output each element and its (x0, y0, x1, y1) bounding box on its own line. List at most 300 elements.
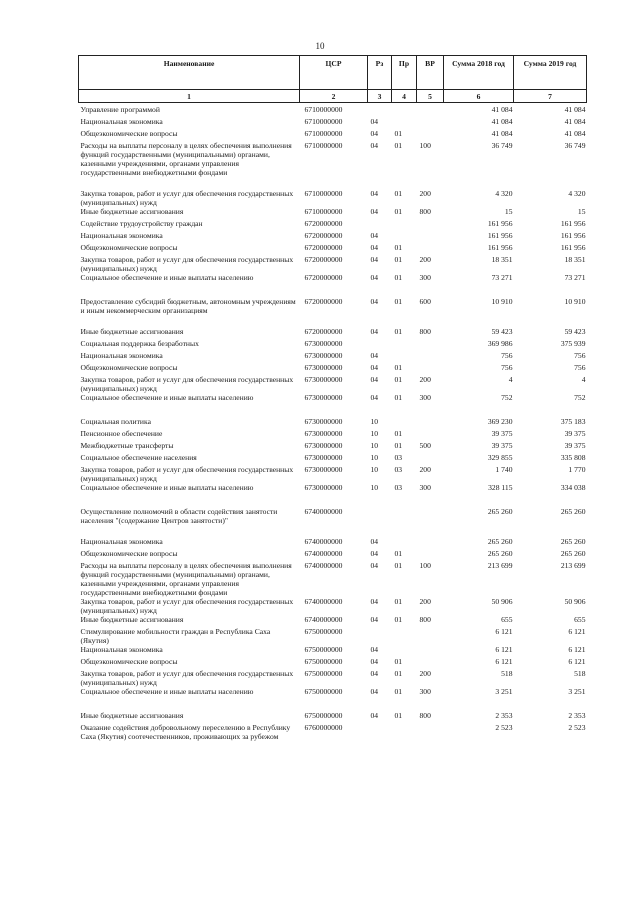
row-csr: 6730000000 (304, 363, 343, 372)
row-name: Иные бюджетные ассигнования (80, 327, 184, 336)
row-sum-2019: 6 121 (568, 627, 586, 636)
row-vr (417, 417, 444, 429)
row-sum-2018: 36 749 (491, 141, 513, 150)
table-row (79, 103, 587, 118)
row-csr: 6720000000 (304, 327, 343, 336)
table-row (79, 141, 587, 189)
row-pr: 01 (394, 273, 403, 282)
row-sum-2018: 41 084 (491, 117, 513, 126)
row-pr: 01 (394, 669, 403, 678)
row-rz: 04 (370, 669, 379, 678)
header-pr: Пр (392, 56, 417, 90)
row-pr: 01 (394, 615, 403, 624)
row-pr: 01 (394, 141, 403, 150)
row-sum-2018: 756 (501, 363, 513, 372)
row-rz: 04 (370, 561, 379, 570)
row-csr: 6740000000 (304, 549, 343, 558)
row-rz: 10 (370, 429, 379, 438)
row-sum-2018: 213 699 (487, 561, 513, 570)
row-sum-2018: 3 251 (495, 687, 513, 696)
row-sum-2019: 36 749 (564, 141, 586, 150)
row-sum-2018: 6 121 (495, 627, 513, 636)
row-rz: 04 (370, 273, 379, 282)
table-row (79, 351, 587, 363)
row-sum-2019: 335 808 (560, 453, 586, 462)
row-name: Иные бюджетные ассигнования (80, 615, 184, 624)
table-row (79, 627, 587, 645)
row-name: Социальная поддержка безработных (80, 339, 199, 348)
row-sum-2019: 265 260 (560, 549, 586, 558)
row-pr: 01 (394, 255, 403, 264)
row-csr: 6750000000 (304, 645, 343, 654)
header-csr: ЦСР (300, 56, 368, 90)
column-index: 2 (300, 90, 368, 103)
row-vr (417, 243, 444, 255)
row-name: Социальная политика (80, 417, 151, 426)
table-row (79, 465, 587, 483)
row-pr: 01 (394, 393, 403, 402)
row-sum-2019: 161 956 (560, 243, 586, 252)
row-name: Иные бюджетные ассигнования (80, 207, 184, 216)
row-sum-2019: 756 (574, 363, 586, 372)
row-pr (392, 339, 417, 351)
row-pr: 01 (394, 243, 403, 252)
row-sum-2018: 329 855 (487, 453, 513, 462)
table-row (79, 597, 587, 615)
row-sum-2019: 39 375 (564, 429, 586, 438)
row-sum-2019: 265 260 (560, 507, 586, 516)
row-rz: 04 (370, 129, 379, 138)
column-index: 6 (444, 90, 514, 103)
table-row (79, 243, 587, 255)
column-index: 4 (392, 90, 417, 103)
row-rz: 04 (370, 327, 379, 336)
row-rz: 10 (370, 453, 379, 462)
row-csr: 6710000000 (304, 141, 343, 150)
row-rz: 04 (370, 243, 379, 252)
row-vr (417, 363, 444, 375)
table-row (79, 429, 587, 441)
row-sum-2019: 10 910 (564, 297, 586, 306)
row-sum-2018: 39 375 (491, 441, 513, 450)
table-row (79, 537, 587, 549)
row-csr: 6710000000 (304, 105, 343, 114)
table-row (79, 117, 587, 129)
row-vr: 800 (419, 615, 431, 624)
row-rz (368, 103, 392, 118)
row-sum-2019: 15 (577, 207, 586, 216)
row-csr: 6750000000 (304, 687, 343, 696)
row-rz: 04 (370, 615, 379, 624)
row-rz: 04 (370, 351, 379, 360)
row-sum-2019: 3 251 (568, 687, 586, 696)
row-vr (417, 507, 444, 537)
row-name: Социальное обеспечение и иные выплаты населению (80, 393, 254, 402)
row-pr (392, 351, 417, 363)
row-pr (392, 627, 417, 645)
row-sum-2018: 265 260 (487, 507, 513, 516)
column-index: 7 (514, 90, 587, 103)
row-pr: 01 (394, 297, 403, 306)
row-vr (417, 537, 444, 549)
row-vr (417, 219, 444, 231)
row-sum-2019: 375 183 (560, 417, 586, 426)
row-rz: 04 (370, 141, 379, 150)
row-sum-2019: 6 121 (568, 657, 586, 666)
row-sum-2019: 6 121 (568, 645, 586, 654)
row-vr (417, 129, 444, 141)
row-rz (368, 339, 392, 351)
row-sum-2018: 328 115 (488, 483, 513, 492)
column-index: 1 (79, 90, 300, 103)
table-row (79, 189, 587, 207)
row-pr (392, 417, 417, 429)
row-csr: 6720000000 (304, 297, 343, 306)
row-vr: 200 (419, 669, 431, 678)
row-name: Социальное обеспечение и иные выплаты населению (80, 687, 254, 696)
row-name: Содействие трудоустройству граждан (80, 219, 203, 228)
row-sum-2018: 39 375 (491, 429, 513, 438)
row-sum-2018: 161 956 (487, 231, 513, 240)
row-rz: 10 (370, 441, 379, 450)
row-sum-2018: 518 (501, 669, 513, 678)
table-row (79, 129, 587, 141)
row-sum-2018: 369 230 (487, 417, 513, 426)
table-row (79, 507, 587, 537)
row-sum-2019: 50 906 (564, 597, 586, 606)
row-sum-2019: 161 956 (560, 219, 586, 228)
table-row (79, 669, 587, 687)
row-name: Расходы на выплаты персоналу в целях обеспечения выполнения функций государственными (муниципальными) органами, казенными учреждениями, органами управления государственными внебюджетными фондами (80, 561, 292, 597)
row-sum-2019: 4 (581, 375, 586, 384)
row-sum-2018: 4 320 (495, 189, 513, 198)
row-sum-2019: 655 (574, 615, 586, 624)
row-csr: 6710000000 (304, 189, 343, 198)
row-pr: 01 (394, 561, 403, 570)
row-pr: 01 (394, 711, 403, 720)
row-rz: 04 (370, 375, 379, 384)
row-csr: 6750000000 (304, 669, 343, 678)
row-rz: 04 (370, 657, 379, 666)
row-csr: 6750000000 (304, 711, 343, 720)
row-pr: 01 (394, 189, 403, 198)
row-sum-2019: 265 260 (560, 537, 586, 546)
row-csr: 6710000000 (304, 117, 343, 126)
row-vr (417, 723, 444, 741)
row-vr: 800 (419, 207, 431, 216)
row-pr (392, 231, 417, 243)
row-sum-2019: 1 770 (568, 465, 586, 474)
row-sum-2018: 369 986 (487, 339, 513, 348)
row-sum-2018: 752 (501, 393, 513, 402)
row-vr: 200 (419, 465, 431, 474)
row-sum-2018: 59 423 (491, 327, 513, 336)
row-sum-2018: 41 084 (491, 129, 513, 138)
row-csr: 6730000000 (304, 351, 343, 360)
row-rz: 10 (370, 483, 379, 492)
row-sum-2018: 265 260 (487, 549, 513, 558)
row-csr: 6740000000 (304, 615, 343, 624)
row-sum-2019: 375 939 (560, 339, 586, 348)
table-row (79, 657, 587, 669)
row-rz: 04 (370, 255, 379, 264)
column-index-row (79, 90, 587, 103)
header-vr: ВР (417, 56, 444, 90)
table-row (79, 645, 587, 657)
row-sum-2019: 18 351 (564, 255, 586, 264)
row-vr: 800 (419, 711, 431, 720)
row-vr (417, 549, 444, 561)
row-name: Национальная экономика (80, 645, 163, 654)
row-sum-2018: 73 271 (491, 273, 513, 282)
row-vr: 300 (419, 273, 431, 282)
column-index: 5 (417, 90, 444, 103)
table-row (79, 297, 587, 327)
row-pr: 01 (394, 441, 403, 450)
row-sum-2019: 41 084 (564, 105, 586, 114)
row-pr: 01 (394, 363, 403, 372)
row-sum-2019: 41 084 (564, 117, 586, 126)
row-pr (392, 537, 417, 549)
row-vr: 300 (419, 393, 431, 402)
row-csr: 6710000000 (304, 129, 343, 138)
row-vr: 300 (419, 687, 431, 696)
budget-sheet (78, 55, 586, 741)
row-rz: 04 (370, 189, 379, 198)
row-csr: 6720000000 (304, 255, 343, 264)
column-index: 3 (368, 90, 392, 103)
row-name: Национальная экономика (80, 117, 163, 126)
row-csr: 6730000000 (304, 441, 343, 450)
row-rz: 04 (370, 645, 379, 654)
row-sum-2019: 161 956 (560, 231, 586, 240)
row-name: Оказание содействия добровольному переселению в Республику Саха (Якутия) соотечественников, проживающих за рубежом (80, 723, 291, 741)
row-sum-2018: 50 906 (491, 597, 513, 606)
row-pr: 01 (394, 549, 403, 558)
row-sum-2019: 518 (574, 669, 586, 678)
row-pr: 03 (394, 483, 403, 492)
row-name: Национальная экономика (80, 537, 163, 546)
row-csr: 6730000000 (304, 465, 343, 474)
row-csr: 6730000000 (304, 339, 343, 348)
row-vr (417, 117, 444, 129)
row-vr: 100 (419, 561, 431, 570)
row-sum-2018: 6 121 (495, 657, 513, 666)
budget-table (78, 55, 587, 741)
row-rz: 04 (370, 537, 379, 546)
header-name: Наименование (79, 56, 300, 90)
row-pr: 01 (394, 657, 403, 666)
table-row (79, 441, 587, 453)
row-sum-2018: 2 353 (495, 711, 513, 720)
row-name: Национальная экономика (80, 351, 163, 360)
row-csr: 6720000000 (304, 243, 343, 252)
row-name: Социальное обеспечение населения (80, 453, 197, 462)
row-sum-2019: 752 (574, 393, 586, 402)
row-rz (368, 627, 392, 645)
row-pr (392, 103, 417, 118)
row-csr: 6740000000 (304, 561, 343, 570)
row-name: Закупка товаров, работ и услуг для обеспечения государственных (муниципальных) нужд (80, 597, 294, 615)
row-csr: 6720000000 (304, 231, 343, 240)
row-sum-2018: 4 (508, 375, 513, 384)
row-sum-2018: 41 084 (491, 105, 513, 114)
row-csr: 6720000000 (304, 273, 343, 282)
row-csr: 6730000000 (304, 453, 343, 462)
row-name: Закупка товаров, работ и услуг для обеспечения государственных (муниципальных) нужд (80, 465, 294, 483)
row-pr: 01 (394, 597, 403, 606)
row-sum-2019: 73 271 (564, 273, 586, 282)
row-csr: 6760000000 (304, 723, 343, 732)
row-pr: 01 (394, 327, 403, 336)
row-name: Расходы на выплаты персоналу в целях обеспечения выполнения функций государственными (муниципальными) органами, казенными учреждениями, органами управления государственными внебюджетными фондами (80, 141, 292, 177)
table-row (79, 219, 587, 231)
table-row (79, 393, 587, 417)
row-sum-2018: 1 740 (495, 465, 513, 474)
table-row (79, 375, 587, 393)
row-sum-2018: 2 523 (495, 723, 513, 732)
row-name: Закупка товаров, работ и услуг для обеспечения государственных (муниципальных) нужд (80, 255, 294, 273)
row-sum-2019: 213 699 (560, 561, 586, 570)
row-rz: 04 (370, 207, 379, 216)
row-vr: 100 (419, 141, 431, 150)
row-vr: 800 (419, 327, 431, 336)
row-pr (392, 723, 417, 741)
row-pr: 01 (394, 129, 403, 138)
row-vr (417, 231, 444, 243)
row-name: Общеэкономические вопросы (80, 657, 178, 666)
row-vr: 500 (419, 441, 431, 450)
row-name: Управление программой (80, 105, 160, 114)
row-vr (417, 453, 444, 465)
row-pr (392, 645, 417, 657)
table-row (79, 483, 587, 507)
row-sum-2018: 756 (501, 351, 513, 360)
table-row (79, 723, 587, 741)
table-row (79, 207, 587, 219)
row-rz: 04 (370, 363, 379, 372)
row-name: Пенсионное обеспечение (80, 429, 163, 438)
row-csr: 6740000000 (304, 507, 343, 516)
row-sum-2019: 59 423 (564, 327, 586, 336)
row-csr: 6740000000 (304, 597, 343, 606)
row-name: Стимулирование мобильности граждан в Республика Саха (Якутия) (80, 627, 271, 645)
row-rz: 10 (370, 417, 379, 426)
row-sum-2019: 756 (574, 351, 586, 360)
row-rz: 04 (370, 393, 379, 402)
row-csr: 6720000000 (304, 219, 343, 228)
table-row (79, 255, 587, 273)
row-name: Национальная экономика (80, 231, 163, 240)
row-sum-2018: 6 121 (495, 645, 513, 654)
row-name: Общеэкономические вопросы (80, 129, 178, 138)
row-pr (392, 117, 417, 129)
row-csr: 6730000000 (304, 483, 343, 492)
row-csr: 6750000000 (304, 657, 343, 666)
row-pr: 03 (394, 465, 403, 474)
page-number: 10 (315, 41, 325, 51)
row-sum-2018: 655 (501, 615, 513, 624)
table-row (79, 453, 587, 465)
table-header (79, 56, 587, 103)
row-csr: 6750000000 (304, 627, 343, 636)
table-row (79, 273, 587, 297)
row-vr: 200 (419, 597, 431, 606)
row-csr: 6740000000 (304, 537, 343, 546)
row-vr (417, 339, 444, 351)
row-rz: 04 (370, 549, 379, 558)
row-rz (368, 219, 392, 231)
row-rz (368, 723, 392, 741)
table-row (79, 327, 587, 339)
row-pr: 01 (394, 207, 403, 216)
row-name: Общеэкономические вопросы (80, 549, 178, 558)
row-sum-2018: 161 956 (487, 243, 513, 252)
table-body (79, 103, 587, 742)
row-name: Социальное обеспечение и иные выплаты населению (80, 273, 254, 282)
row-rz: 04 (370, 231, 379, 240)
row-csr: 6730000000 (304, 429, 343, 438)
row-name: Закупка товаров, работ и услуг для обеспечения государственных (муниципальных) нужд (80, 189, 294, 207)
table-row (79, 687, 587, 711)
table-row (79, 711, 587, 723)
row-pr: 01 (394, 429, 403, 438)
row-csr: 6730000000 (304, 417, 343, 426)
row-name: Социальное обеспечение и иные выплаты населению (80, 483, 254, 492)
row-pr: 03 (394, 453, 403, 462)
row-rz: 04 (370, 597, 379, 606)
row-vr: 300 (419, 483, 431, 492)
row-name: Закупка товаров, работ и услуг для обеспечения государственных (муниципальных) нужд (80, 669, 294, 687)
row-name: Осуществление полномочий в области содействия занятости населения "(содержание Центров занятости)" (80, 507, 278, 525)
row-sum-2019: 2 523 (568, 723, 586, 732)
table-row (79, 615, 587, 627)
row-name: Общеэкономические вопросы (80, 363, 178, 372)
row-name: Иные бюджетные ассигнования (80, 711, 184, 720)
row-sum-2019: 39 375 (564, 441, 586, 450)
row-vr: 600 (419, 297, 431, 306)
header-sum-2018: Сумма 2018 год (444, 56, 514, 90)
row-name: Межбюджетные трансферты (80, 441, 174, 450)
header-rz: Рз (368, 56, 392, 90)
table-row (79, 231, 587, 243)
row-vr (417, 351, 444, 363)
row-pr (392, 219, 417, 231)
row-sum-2018: 161 956 (487, 219, 513, 228)
row-sum-2018: 15 (504, 207, 513, 216)
row-rz: 04 (370, 711, 379, 720)
table-row (79, 417, 587, 429)
row-vr: 200 (419, 189, 431, 198)
row-vr (417, 429, 444, 441)
table-row (79, 363, 587, 375)
row-csr: 6730000000 (304, 393, 343, 402)
row-sum-2018: 265 260 (487, 537, 513, 546)
row-pr: 01 (394, 687, 403, 696)
table-row (79, 549, 587, 561)
row-rz: 10 (370, 465, 379, 474)
row-pr (392, 507, 417, 537)
row-csr: 6730000000 (304, 375, 343, 384)
table-row (79, 561, 587, 597)
row-csr: 6710000000 (304, 207, 343, 216)
row-rz: 04 (370, 687, 379, 696)
row-sum-2018: 18 351 (491, 255, 513, 264)
row-name: Предоставление субсидий бюджетным, автономным учреждениям и иным некоммерческим организациям (80, 297, 296, 315)
row-sum-2018: 10 910 (491, 297, 513, 306)
row-name: Общеэкономические вопросы (80, 243, 178, 252)
row-vr (417, 645, 444, 657)
